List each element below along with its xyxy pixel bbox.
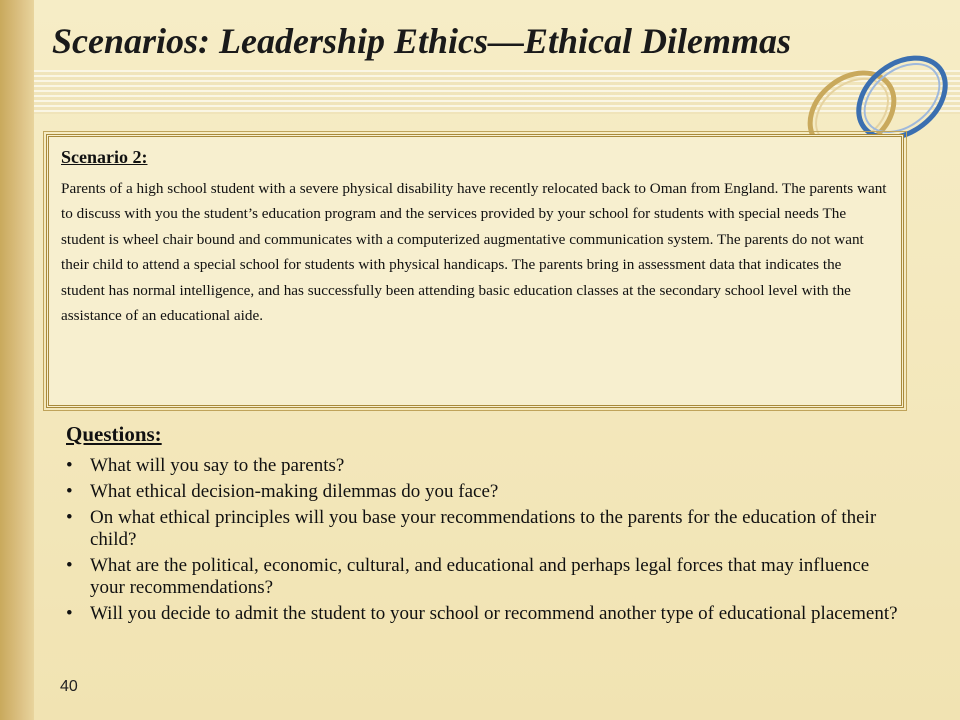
question-item: • On what ethical principles will you base your recommendations to the parents for the education of their child? bbox=[64, 507, 904, 551]
question-item: • Will you decide to admit the student to your school or recommend another type of educational placement? bbox=[64, 603, 904, 625]
scenario-text: Parents of a high school student with a severe physical disability have recently relocated back to Oman from England. The parents want to discuss with you the student’s education program and the services provided by your school for students with special needs The student is wheel chair bound and communicates with a computerized augmentative communication system. The parents do not want their child to attend a special school for students with physical handicaps. The parents bring in assessment data that indicates the student has normal intelligence, and has successfully been attending basic education classes at the secondary school level with the assistance of an educational aide. bbox=[61, 180, 887, 325]
scenario-heading: Scenario 2: bbox=[61, 147, 148, 167]
left-decorative-band bbox=[0, 0, 34, 720]
question-item: • What are the political, economic, cultural, and educational and perhaps legal forces that may influence your recommendations? bbox=[64, 555, 904, 599]
slide-title: Scenarios: Leadership Ethics—Ethical Dilemmas bbox=[52, 21, 792, 61]
scenario-box bbox=[46, 134, 904, 408]
questions-heading: Questions: bbox=[66, 422, 162, 446]
question-item: • What will you say to the parents? bbox=[64, 455, 904, 477]
question-item: • What ethical decision-making dilemmas do you face? bbox=[64, 481, 904, 503]
questions-list bbox=[64, 455, 904, 629]
page-number: 40 bbox=[60, 678, 78, 695]
